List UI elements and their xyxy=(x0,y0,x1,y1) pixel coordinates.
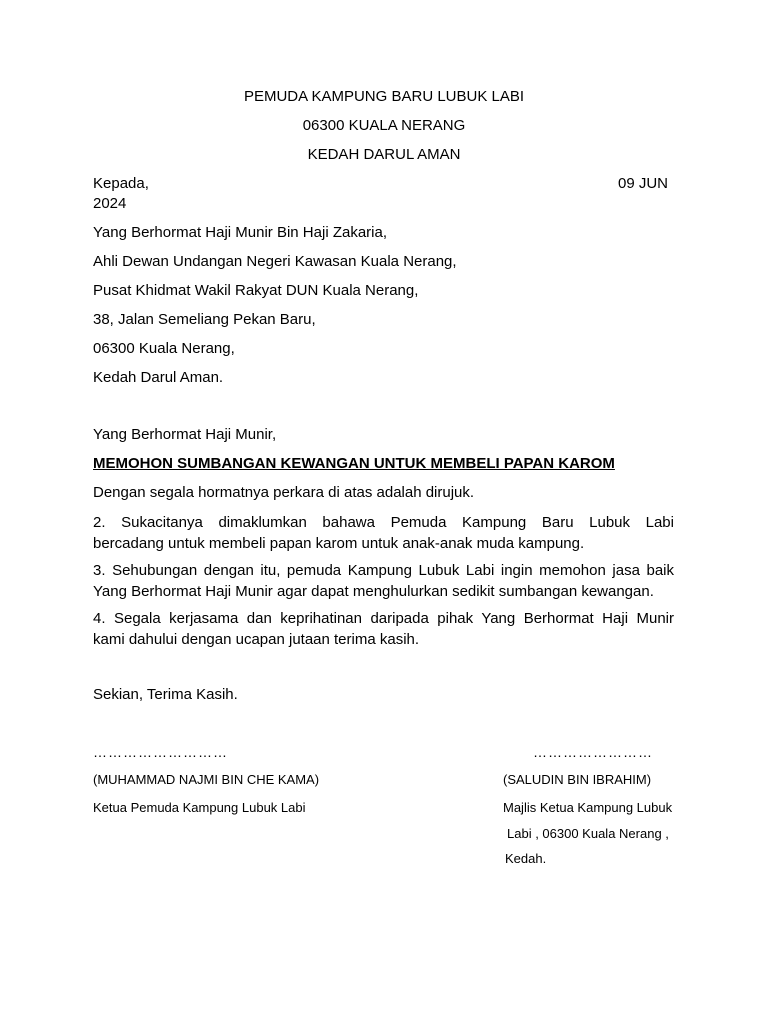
paragraph-4-line-1: 4. Segala kerjasama dan keprihatinan daripada pihak Yang Berhormat Haji Munir xyxy=(93,610,674,627)
paragraph-4 xyxy=(93,608,674,650)
recipient-line-6: Kedah Darul Aman. xyxy=(93,369,224,386)
salutation: Yang Berhormat Haji Munir, xyxy=(93,426,277,443)
recipient-line-3: Pusat Khidmat Wakil Rakyat DUN Kuala Nerang, xyxy=(93,282,419,299)
subject-heading: MEMOHON SUMBANGAN KEWANGAN UNTUK MEMBELI PAPAN KAROM xyxy=(93,455,615,472)
paragraph-4-line-2: kami dahului dengan ucapan jutaan terima kasih. xyxy=(93,631,420,648)
signature-line-left: ……………………… xyxy=(93,744,228,760)
right-signatory-name: (SALUDIN BIN IBRAHIM) xyxy=(503,772,652,787)
paragraph-3-line-2: Yang Berhormat Haji Munir agar dapat menghulurkan sedikit sumbangan kewangan. xyxy=(93,583,654,600)
left-signatory-title: Ketua Pemuda Kampung Lubuk Labi xyxy=(93,800,306,815)
paragraph-2-line-1: 2. Sukacitanya dimaklumkan bahawa Pemuda Kampung Baru Lubuk Labi xyxy=(93,514,674,531)
recipient-line-2: Ahli Dewan Undangan Negeri Kawasan Kuala Nerang, xyxy=(93,253,457,270)
recipient-line-1: Yang Berhormat Haji Munir Bin Haji Zakaria, xyxy=(93,224,388,241)
paragraph-1: Dengan segala hormatnya perkara di atas adalah dirujuk. xyxy=(93,484,475,501)
paragraph-2 xyxy=(93,512,674,554)
right-signatory-title-3: Kedah. xyxy=(505,851,547,866)
date-day-month: 09 JUN xyxy=(618,175,669,192)
recipient-line-5: 06300 Kuala Nerang, xyxy=(93,340,235,357)
date-year: 2024 xyxy=(93,195,127,212)
header-line-3: KEDAH DARUL AMAN xyxy=(307,146,461,163)
kepada-label: Kepada, xyxy=(93,175,149,192)
left-signatory-name: (MUHAMMAD NAJMI BIN CHE KAMA) xyxy=(93,772,320,787)
paragraph-3-line-1: 3. Sehubungan dengan itu, pemuda Kampung Lubuk Labi ingin memohon jasa baik xyxy=(93,562,674,579)
signature-line-right: …………………… xyxy=(533,744,653,760)
right-signatory-title-2: Labi , 06300 Kuala Nerang , xyxy=(507,826,669,841)
recipient-line-4: 38, Jalan Semeliang Pekan Baru, xyxy=(93,311,316,328)
paragraph-3 xyxy=(93,560,674,602)
paragraph-2-line-2: bercadang untuk membeli papan karom untuk anak-anak muda kampung. xyxy=(93,535,585,552)
closing-line: Sekian, Terima Kasih. xyxy=(93,686,238,703)
header-line-1: PEMUDA KAMPUNG BARU LUBUK LABI xyxy=(243,88,525,105)
right-signatory-title-1: Majlis Ketua Kampung Lubuk xyxy=(503,800,673,815)
header-line-2: 06300 KUALA NERANG xyxy=(302,117,466,134)
